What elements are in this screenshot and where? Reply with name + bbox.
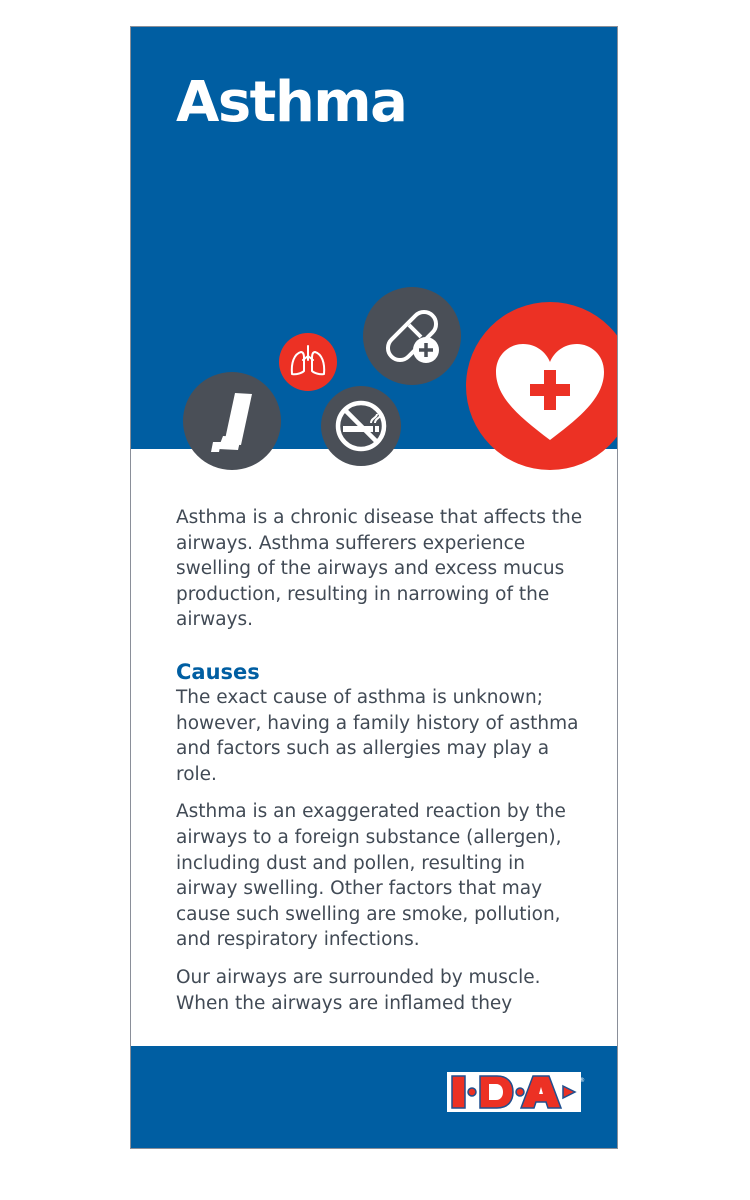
heart-plus-icon xyxy=(466,302,617,470)
svg-text:®: ® xyxy=(579,1077,585,1084)
intro-paragraph: Asthma is a chronic disease that affects the airways. Asthma sufferers experience swelling of the airways and excess mucus production, resulting in narrowing of the airways. xyxy=(176,507,583,631)
lungs-icon xyxy=(279,333,337,391)
article-body xyxy=(176,505,586,1028)
page-title: Asthma xyxy=(176,70,407,135)
inhaler-icon xyxy=(183,372,281,470)
no-smoking-icon xyxy=(321,386,401,466)
causes-paragraph: Asthma is an exaggerated reaction by the airways to a foreign substance (allergen), including dust and pollen, resulting in airway swelling. Other factors that may cause such swelling are smoke, pollution, and respiratory infections. xyxy=(176,801,566,951)
pill-icon xyxy=(363,287,461,385)
ida-logo xyxy=(447,1070,587,1120)
footer-band xyxy=(131,1046,617,1148)
causes-paragraph: Our airways are surrounded by muscle. When the airways are inflamed they xyxy=(176,966,541,1014)
leaflet-card xyxy=(131,27,617,1148)
causes-paragraph: The exact cause of asthma is unknown; however, having a family history of asthma and factors such as allergies may play a role. xyxy=(176,686,579,785)
header-band xyxy=(131,27,617,449)
causes-heading: Causes xyxy=(176,659,260,684)
